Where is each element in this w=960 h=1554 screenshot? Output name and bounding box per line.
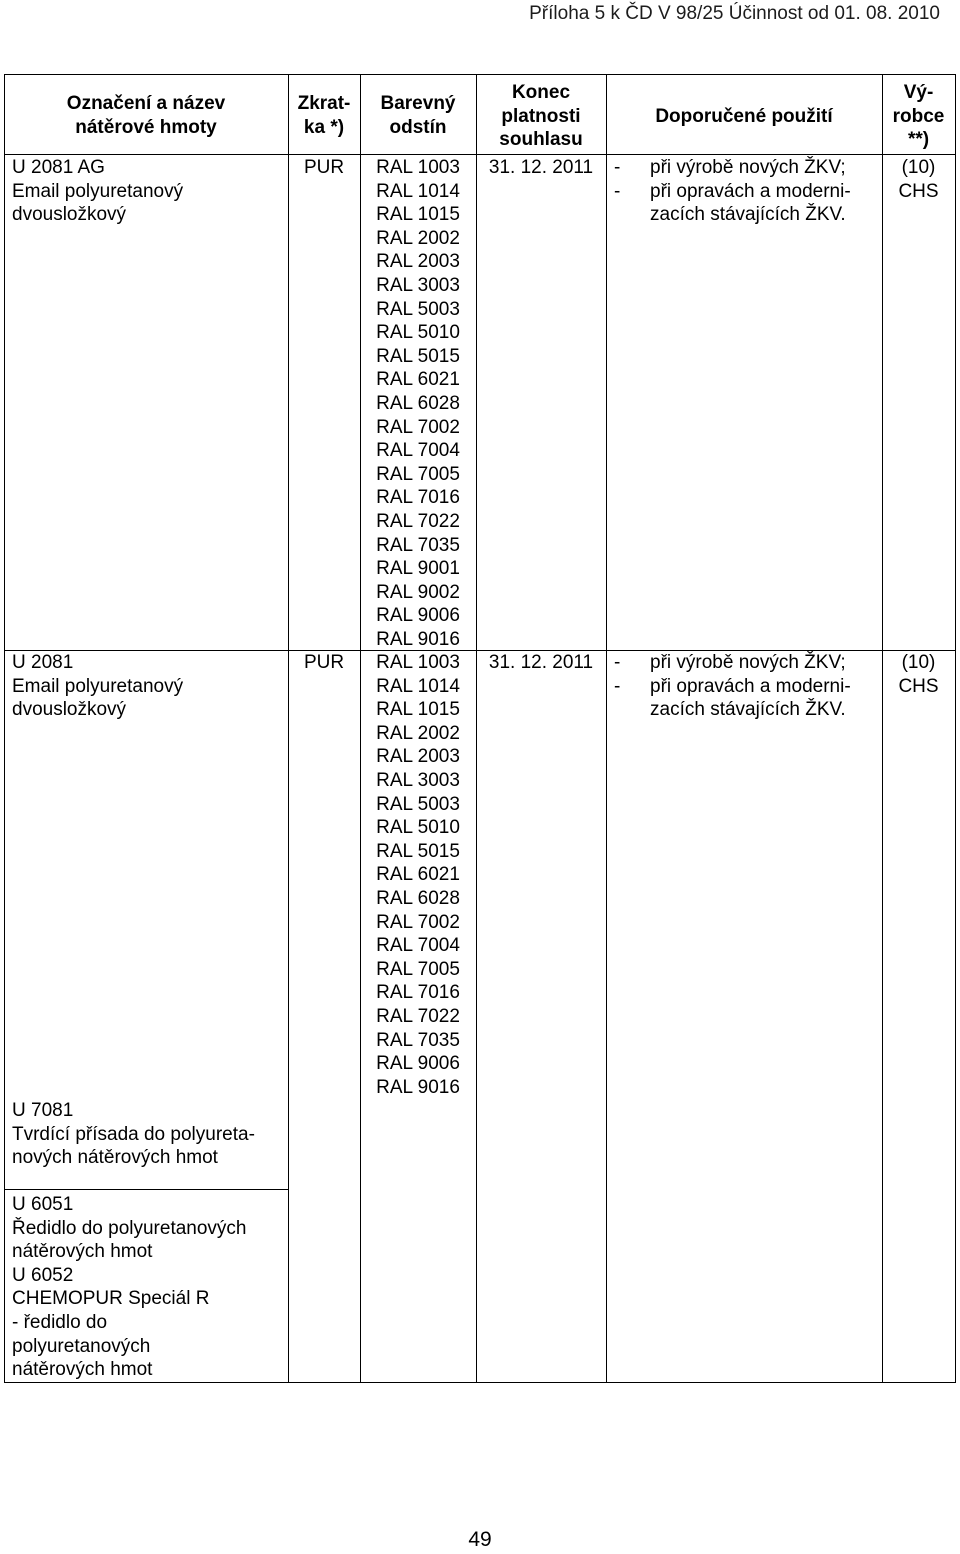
col-header-maker: Vý- robce **) (892, 82, 945, 151)
page-number: 49 (468, 1528, 492, 1551)
header-divider (4, 154, 956, 155)
row2-maker: (10) CHS (898, 652, 939, 697)
ral-item: RAL 7022 (376, 510, 460, 532)
ral-item: RAL 7016 (376, 982, 460, 1004)
row-divider-2 (4, 1189, 288, 1190)
row3-name: U 6051 Ředidlo do polyuretanových nátěrových hmot U 6052 CHEMOPUR Speciál R - ředidlo do polyuretanových nátěrových hmot (12, 1194, 247, 1381)
ral-item: RAL 1015 (376, 204, 460, 226)
ral-item: RAL 5015 (376, 345, 460, 367)
ral-item: RAL 7004 (376, 935, 460, 957)
col-header-use: Doporučené použití (655, 106, 833, 127)
row1-use: - při výrobě nových ŽKV; - při opravách a moderni- zacích stávajících ŽKV. (614, 157, 851, 226)
ral-item: RAL 6028 (376, 392, 460, 414)
row2-name: U 2081 Email polyuretanový dvousložkový (12, 652, 184, 721)
col-header-name: Označení a název nátěrové hmoty (66, 93, 226, 138)
row1-maker: (10) CHS (898, 157, 939, 202)
table-left-border (4, 74, 5, 1383)
ral-item: RAL 7005 (376, 463, 460, 485)
ral-item: RAL 7004 (376, 440, 460, 462)
col-header-abbr: Zkrat- ka *) (297, 93, 351, 138)
ral-item: RAL 9016 (376, 628, 460, 650)
ral-item: RAL 9006 (376, 605, 460, 627)
ral-item: RAL 7002 (376, 416, 460, 438)
row1-name: U 2081 AG Email polyuretanový dvousložkový (12, 157, 184, 226)
ral-item: RAL 9002 (376, 581, 460, 603)
ral-item: RAL 5010 (376, 817, 460, 839)
ral-item: RAL 1003 (376, 652, 460, 673)
ral-item: RAL 7035 (376, 1029, 460, 1051)
row2-hardener: U 7081 Tvrdící přísada do polyureta- nových nátěrových hmot (12, 1100, 255, 1169)
ral-item: RAL 9001 (376, 558, 460, 580)
row2-ral-list (360, 651, 476, 1099)
col-divider-4 (606, 74, 607, 1383)
col-header-shade: Barevný odstín (380, 93, 456, 138)
row1-ral-list (360, 156, 476, 651)
ral-item: RAL 7035 (376, 534, 460, 556)
ral-item: RAL 5003 (376, 793, 460, 815)
ral-item: RAL 1014 (376, 675, 460, 697)
document-header: Příloha 5 k ČD V 98/25 Účinnost od 01. 08. 2010 (529, 3, 940, 24)
table-right-border (955, 74, 956, 1383)
row1-end-date: 31. 12. 2011 (488, 157, 594, 178)
ral-item: RAL 7002 (376, 911, 460, 933)
ral-item: RAL 1015 (376, 699, 460, 721)
ral-item: RAL 6021 (376, 369, 460, 391)
ral-item: RAL 9006 (376, 1053, 460, 1075)
ral-item: RAL 9016 (376, 1076, 460, 1098)
ral-item: RAL 7005 (376, 958, 460, 980)
table-top-border (4, 74, 956, 75)
ral-item: RAL 2003 (376, 746, 460, 768)
ral-item: RAL 6021 (376, 864, 460, 886)
col-divider-1 (288, 74, 289, 1383)
row2-abbr: PUR (303, 652, 345, 673)
ral-item: RAL 7022 (376, 1005, 460, 1027)
col-divider-3 (476, 74, 477, 1383)
col-divider-5 (882, 74, 883, 1383)
row2-use: - při výrobě nových ŽKV; - při opravách a moderni- zacích stávajících ŽKV. (614, 652, 851, 721)
ral-item: RAL 5015 (376, 840, 460, 862)
ral-item: RAL 7016 (376, 487, 460, 509)
ral-item: RAL 3003 (376, 769, 460, 791)
ral-item: RAL 5010 (376, 322, 460, 344)
ral-item: RAL 3003 (376, 274, 460, 296)
row2-end-date: 31. 12. 2011 (488, 652, 594, 673)
ral-item: RAL 6028 (376, 887, 460, 909)
row1-abbr: PUR (303, 157, 345, 178)
ral-item: RAL 2002 (376, 722, 460, 744)
ral-item: RAL 2002 (376, 227, 460, 249)
ral-item: RAL 2003 (376, 251, 460, 273)
ral-item: RAL 5003 (376, 298, 460, 320)
table-bottom-border (4, 1382, 956, 1383)
ral-item: RAL 1014 (376, 180, 460, 202)
col-header-end: Konec platnosti souhlasu (499, 82, 583, 151)
ral-item: RAL 1003 (376, 157, 460, 178)
